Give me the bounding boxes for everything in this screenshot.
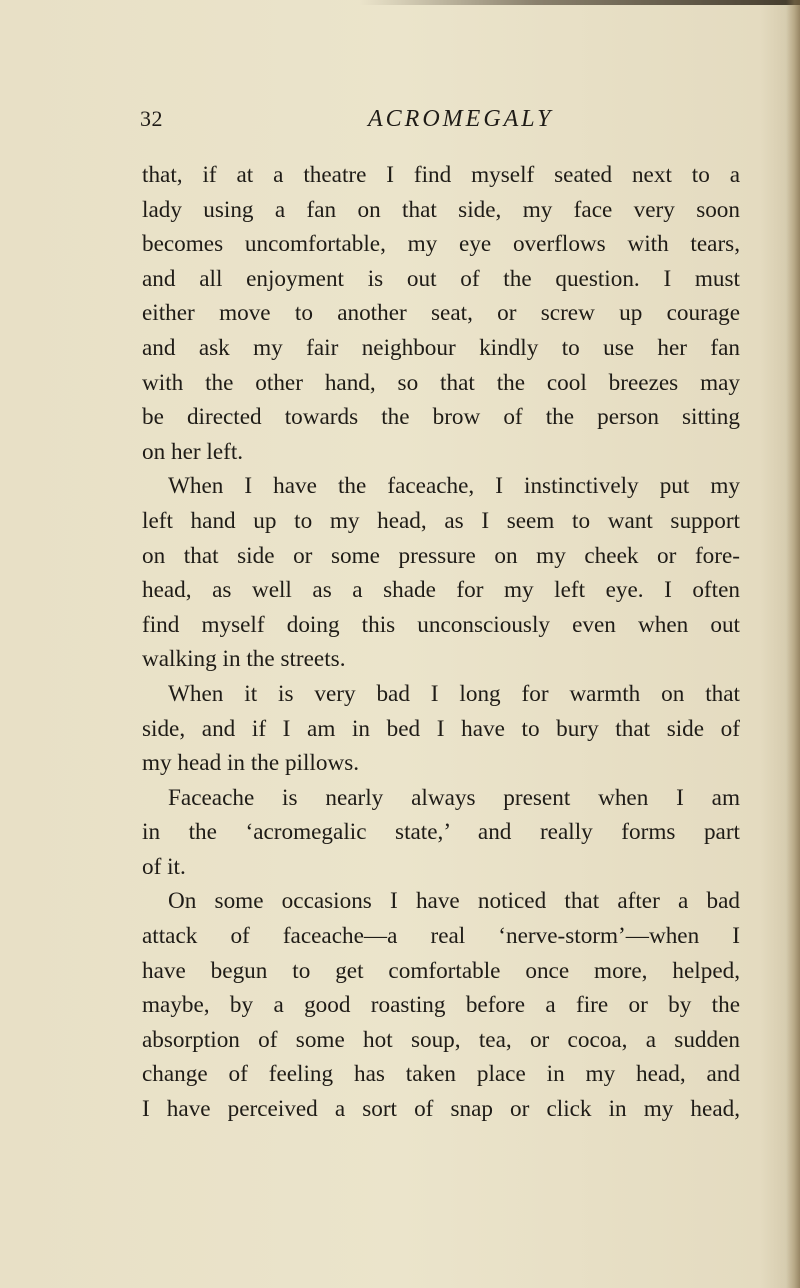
- page-top-shadow: [360, 0, 800, 5]
- text-line: attack of faceache—a real ‘nerve-storm’—when I: [142, 923, 740, 950]
- text-line: When I have the faceache, I instinctively put my: [168, 473, 740, 500]
- text-line: of it.: [142, 853, 186, 880]
- body-text: [142, 158, 740, 1127]
- text-line: I have perceived a sort of snap or click in my head,: [142, 1096, 740, 1123]
- running-head: ACROMEGALY: [368, 106, 554, 132]
- text-line: lady using a fan on that side, my face very soon: [142, 196, 740, 223]
- text-line: On some occasions I have noticed that after a bad: [168, 888, 740, 915]
- text-line: in the ‘acromegalic state,’ and really forms part: [142, 819, 740, 846]
- text-line: When it is very bad I long for warmth on that: [168, 680, 740, 707]
- text-line: change of feeling has taken place in my head, and: [142, 1061, 740, 1088]
- text-line: with the other hand, so that the cool breezes may: [142, 369, 740, 396]
- text-line: maybe, by a good roasting before a fire or by the: [142, 992, 740, 1019]
- text-line: and ask my fair neighbour kindly to use her fan: [142, 334, 740, 361]
- text-line: be directed towards the brow of the person sitting: [142, 404, 740, 431]
- text-line: head, as well as a shade for my left eye. I often: [142, 577, 740, 604]
- page-header: [140, 106, 740, 140]
- text-line: on that side or some pressure on my cheek or fore-: [142, 542, 740, 569]
- text-line: walking in the streets.: [142, 646, 346, 673]
- text-line: becomes uncomfortable, my eye overflows with tears,: [142, 231, 740, 258]
- page-right-shadow: [786, 0, 800, 1288]
- text-line: find myself doing this unconsciously even when out: [142, 611, 740, 638]
- text-line: that, if at a theatre I find myself seated next to a: [142, 162, 740, 188]
- text-line: either move to another seat, or screw up courage: [142, 300, 740, 327]
- text-line: my head in the pillows.: [142, 750, 360, 777]
- text-line: have begun to get comfortable once more, helped,: [142, 957, 740, 984]
- text-line: side, and if I am in bed I have to bury that side of: [142, 715, 740, 742]
- text-line: and all enjoyment is out of the question. I must: [142, 265, 740, 292]
- text-line: left hand up to my head, as I seem to want support: [142, 507, 740, 534]
- text-line: on her left.: [142, 438, 244, 465]
- page-number: 32: [140, 106, 163, 131]
- text-line: absorption of some hot soup, tea, or cocoa, a sudden: [142, 1026, 740, 1053]
- text-line: Faceache is nearly always present when I am: [168, 784, 740, 811]
